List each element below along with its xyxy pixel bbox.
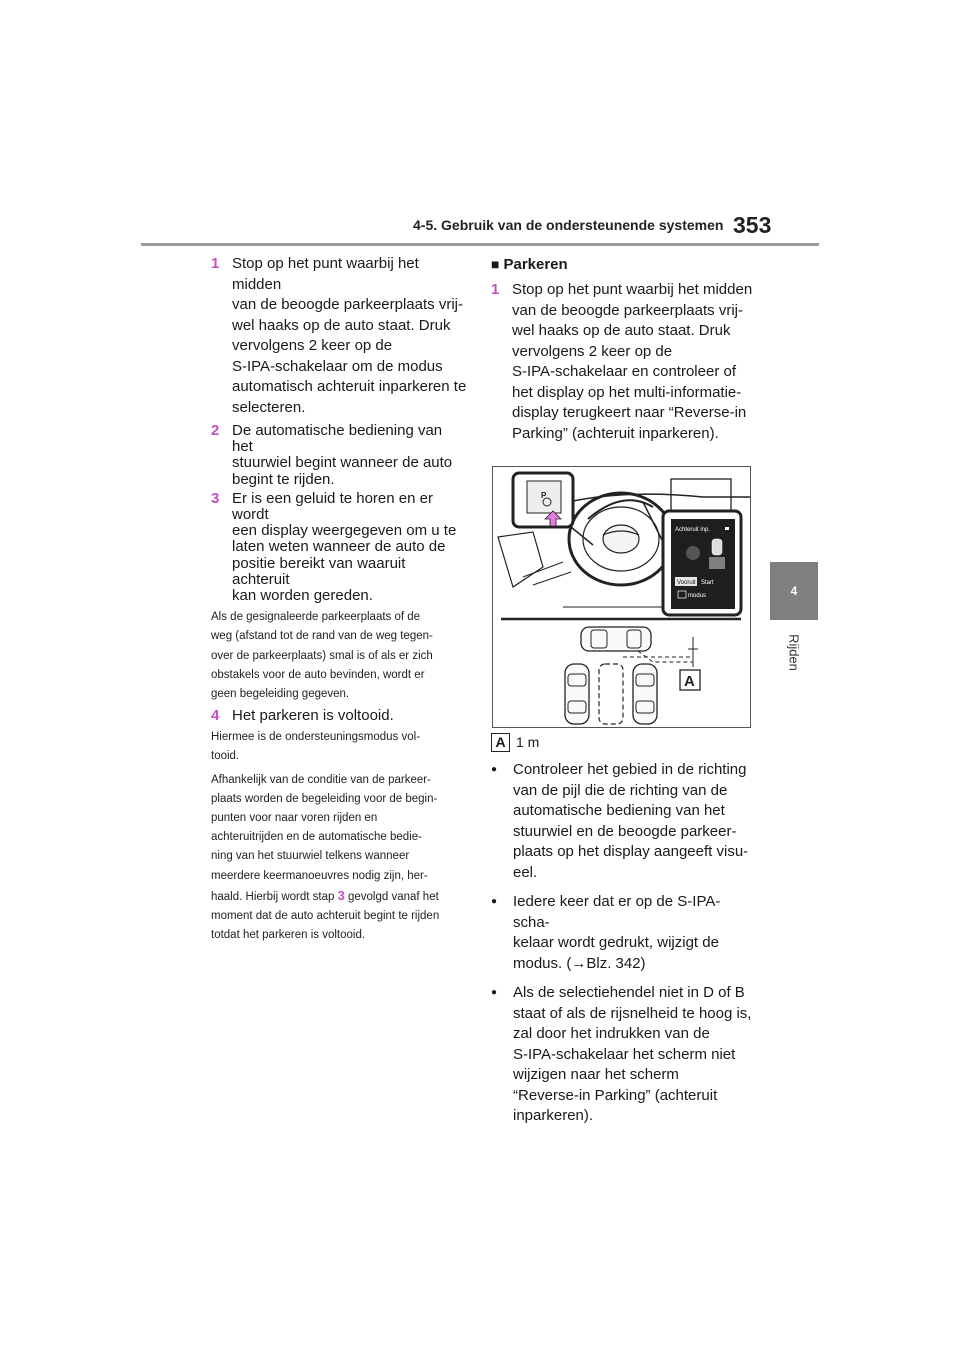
text-line: van de beoogde parkeerplaats vrij- <box>512 301 743 319</box>
text-line: weg (afstand tot de rand van de weg tegen- <box>211 630 433 643</box>
note-maneuvers <box>211 771 467 946</box>
text-line: plaats op het display aangeeft visu- <box>513 843 749 860</box>
screen-button-vooruit: Vooruit <box>677 580 696 586</box>
text-line: geen begeleiding gegeven. <box>211 688 350 701</box>
text-line: vervolgens 2 keer op de <box>512 342 673 360</box>
text-line: selecteren. <box>232 398 306 416</box>
text-span: haald. Hierbij wordt stap <box>211 890 338 903</box>
text-line: S-IPA-schakelaar en controleer of <box>512 363 736 380</box>
text-line: “Reverse-in Parking” (achteruit <box>513 1086 718 1104</box>
text-line: S-IPA-schakelaar het scherm niet <box>513 1045 736 1063</box>
section-title: 4-5. Gebruik van de ondersteunende systemen <box>413 217 724 233</box>
text-line: staat of als de rijsnelheid te hoog is, <box>513 1004 752 1022</box>
step-text <box>232 491 467 604</box>
left-column <box>211 254 467 945</box>
figure-label-a: A <box>684 673 695 690</box>
screen-start: Start <box>701 580 714 586</box>
note-completed <box>211 728 467 766</box>
bullet-icon: ● <box>491 987 498 998</box>
text-line: wel haaks op de auto staat. Druk <box>512 322 731 339</box>
screen-mode: modus <box>688 593 707 599</box>
text-line: tooid. <box>211 750 240 763</box>
step-number: 1 <box>211 255 220 272</box>
bullet-item <box>491 983 753 1127</box>
text-line: Parking” (achteruit inparkeren). <box>512 424 719 442</box>
text-line: van de beoogde parkeerplaats vrij- <box>232 296 463 313</box>
text-line: obstakels voor de auto bevinden, wordt er <box>211 668 425 681</box>
bullet-item <box>491 760 753 883</box>
text-line: het display op het multi-informatie- <box>512 383 742 401</box>
legend-text: 1 m <box>516 734 540 750</box>
text-line: over de parkeerplaats) smal is of als er zich <box>211 649 433 662</box>
text-line: S-IPA-schakelaar om de modus <box>232 357 443 375</box>
step-text: Het parkeren is voltooid. <box>232 707 394 725</box>
text-line: ning van het stuurwiel telkens wanneer <box>211 850 410 863</box>
text-line: automatische bediening van het <box>513 802 725 819</box>
bullet-text <box>513 983 753 1127</box>
text-line: achteruitrijden en de automatische bedie- <box>211 831 422 844</box>
right-column <box>491 254 753 1127</box>
text-line: Er is een geluid te horen en er wordt <box>232 489 433 524</box>
step-2 <box>211 423 467 488</box>
chapter-tab <box>770 562 818 620</box>
legend-label-a: A <box>491 733 510 752</box>
parking-step-1 <box>491 280 753 444</box>
text-line: een display weergegeven om u te <box>232 522 457 540</box>
text-line: Controleer het gebied in de richting <box>513 761 747 778</box>
text-line: Als de selectiehendel niet in D of B <box>513 984 745 1001</box>
bullet-item <box>491 892 753 974</box>
subsection-heading <box>491 254 753 275</box>
text-line: Stop op het punt waarbij het midden <box>512 281 753 298</box>
step-text <box>232 254 467 418</box>
switch-p-label: P <box>541 491 547 500</box>
text-line: kelaar wordt gedrukt, wijzigt de <box>513 934 719 951</box>
text-line: stuurwiel begint wanneer de auto <box>232 454 453 472</box>
square-bullet-icon: ■ <box>491 256 500 272</box>
bullet-icon: ● <box>491 764 498 775</box>
text-line: Afhankelijk van de conditie van de parkeer- <box>211 773 431 786</box>
subsection-title: Parkeren <box>503 256 568 273</box>
parking-illustration <box>492 466 751 728</box>
step-4 <box>211 705 467 727</box>
text-line: Iedere keer dat er op de S-IPA-scha- <box>513 893 721 931</box>
step-1 <box>211 254 467 418</box>
page-number: 353 <box>733 212 772 238</box>
text-line: stuurwiel en de beoogde parkeer- <box>513 822 737 840</box>
chapter-number: 4 <box>790 584 798 598</box>
text-line: Hiermee is de ondersteuningsmodus vol- <box>211 731 421 744</box>
step-3 <box>211 491 467 604</box>
bullet-icon: ● <box>491 896 498 907</box>
text-line: kan worden gereden. <box>232 587 373 605</box>
step-text <box>512 280 753 444</box>
text-line: begint te rijden. <box>232 470 335 488</box>
text-line: moment dat de auto achteruit begint te rijden <box>211 910 440 923</box>
text-line: meerdere keermanoeuvres nodig zijn, her- <box>211 869 428 882</box>
text-line: zal door het indrukken van de <box>513 1025 710 1042</box>
text-line: Als de gesignaleerde parkeerplaats of de <box>211 611 421 624</box>
text-line: display terugkeert naar “Reverse-in <box>512 404 747 421</box>
text-line: punten voor naar voren rijden en <box>211 812 378 825</box>
text-line: eel. <box>513 863 538 881</box>
screen-title: Achteruit inp. <box>675 527 711 533</box>
step-number: 1 <box>491 281 500 298</box>
text-line <box>211 886 467 907</box>
text-line: vervolgens 2 keer op de <box>232 337 393 354</box>
text-span: gevolgd vanaf het <box>344 890 439 903</box>
text-line: automatisch achteruit inparkeren te <box>232 378 467 395</box>
bullet-text <box>513 892 753 974</box>
text-line: laten weten wanneer de auto de <box>232 538 446 556</box>
text-line: totdat het parkeren is voltooid. <box>211 929 366 942</box>
text-line: plaats worden de begeleiding voor de begin- <box>211 792 438 805</box>
chapter-label: Rijden <box>786 634 802 671</box>
step-number: 2 <box>211 422 220 439</box>
text-line: wel haaks op de auto staat. Druk <box>232 316 451 334</box>
step-number: 3 <box>211 489 220 507</box>
illustration-drawing <box>493 467 750 727</box>
header-rule <box>141 243 819 246</box>
text-line: modus. (→Blz. 342) <box>513 954 646 972</box>
note-narrow-space <box>211 608 467 704</box>
text-line: van de pijl die de richting van de <box>513 781 728 799</box>
step-reference: 3 <box>337 887 345 903</box>
text-line: De automatische bediening van het <box>232 422 443 456</box>
text-line: inparkeren). <box>513 1107 594 1124</box>
step-number: 4 <box>211 707 220 725</box>
chapter-label-wrap <box>787 632 801 672</box>
bullet-text <box>513 760 753 883</box>
text-line: positie bereikt van waaruit achteruit <box>232 554 406 588</box>
text-line: Stop op het punt waarbij het midden <box>232 255 419 293</box>
figure-legend <box>491 733 753 751</box>
text-line: wijzigen naar het scherm <box>513 1066 679 1083</box>
step-text <box>232 423 467 488</box>
